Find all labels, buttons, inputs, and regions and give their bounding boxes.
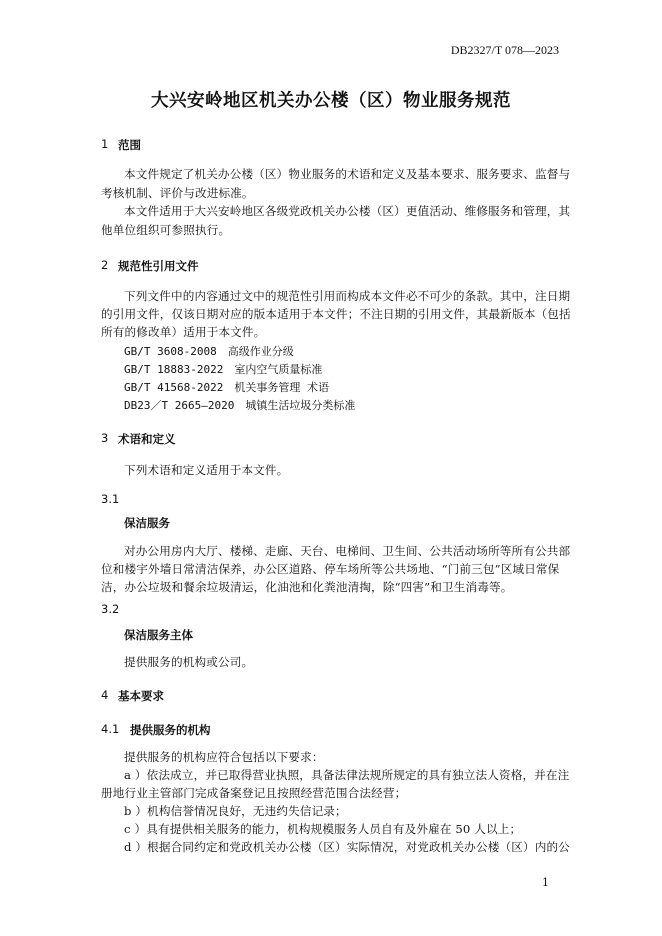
section-3-intro: 下列术语和定义适用于本文件。 [124, 463, 289, 477]
term-3-2-definition: 提供服务的机构或公司。 [124, 655, 254, 669]
subsection-4-1-intro: 提供服务的机构应符合包括以下要求： [124, 750, 324, 764]
list-item-c: c ）具有提供相关服务的能力，机构规模服务人员自有及外雇在 50 人以上； [124, 822, 522, 836]
section-2-title: 规范性引用文件 [118, 259, 199, 273]
section-1-para-1-line-1: 本文件规定了机关办公楼（区）物业服务的术语和定义及基本要求、服务要求、监督与 [124, 167, 571, 181]
section-1-para-2-line-1: 本文件适用于大兴安岭地区各级党政机关办公楼（区）更值活动、维修服务和管理，其 [124, 204, 571, 218]
term-3-2-number: 3.2 [101, 602, 120, 616]
list-item-a-line-2: 册地行业主管部门完成备案登记且按照经营范围合法经营； [101, 786, 407, 800]
term-3-1-name: 保洁服务 [124, 516, 170, 530]
section-1-title: 范围 [118, 138, 141, 152]
list-item-b: b ）机构信誉情况良好，无违约失信记录； [124, 804, 347, 818]
section-3-title: 术语和定义 [118, 432, 176, 446]
section-4-title: 基本要求 [118, 689, 164, 703]
page-number: 1 [542, 876, 549, 889]
section-2-number: 2 [101, 258, 109, 272]
list-item-a-line-1: a ）依法成立，并已取得营业执照，具备法律法规所规定的具有独立法人资格，并在注 [124, 768, 570, 782]
subsection-4-1-number: 4.1 [101, 722, 120, 736]
section-3-number: 3 [101, 431, 109, 445]
section-1-number: 1 [101, 137, 109, 151]
term-3-2-name: 保洁服务主体 [124, 628, 193, 642]
document-title: 大兴安岭地区机关办公楼（区）物业服务规范 [151, 91, 511, 111]
reference-item: GB/T 3608-2008 高级作业分级 [124, 345, 294, 358]
section-1-para-1-line-2: 考核机制、评价与改进标准。 [101, 186, 254, 200]
term-3-1-definition-line-2: 位和楼宇外墙日常清洁保养，办公区道路、停车场所等公共场地、“门前三包”区域日常保 [101, 562, 560, 576]
document-code: DB2327/T 078—2023 [450, 43, 559, 57]
reference-item: DB23／T 2665—2020 城镇生活垃圾分类标准 [124, 399, 356, 412]
section-4-number: 4 [101, 688, 109, 702]
section-2-para-line-1: 下列文件中的内容通过文中的规范性引用而构成本文件必不可少的条款。其中，注日期 [124, 289, 571, 303]
section-2-para-line-3: 所有的修改单）适用于本文件。 [101, 325, 266, 339]
subsection-4-1-title: 提供服务的机构 [130, 723, 211, 737]
list-item-d: d ）根据合同约定和党政机关办公楼（区）实际情况，对党政机关办公楼（区）内的公 [124, 840, 570, 854]
section-2-para-line-2: 的引用文件，仅该日期对应的版本适用于本文件；不注日期的引用文件，其最新版本（包括 [101, 307, 571, 321]
term-3-1-definition-line-3: 洁，办公垃圾和餐余垃圾清运，化油池和化粪池清掏，除“四害”和卫生消毒等。 [101, 580, 513, 594]
reference-item: GB/T 18883-2022 室内空气质量标准 [124, 363, 323, 376]
section-1-para-2-line-2: 他单位组织可参照执行。 [101, 223, 231, 237]
term-3-1-definition-line-1: 对办公用房内大厅、楼梯、走廊、天台、电梯间、卫生间、公共活动场所等所有公共部 [124, 544, 571, 558]
reference-item: GB/T 41568-2022 机关事务管理 术语 [124, 381, 329, 394]
term-3-1-number: 3.1 [101, 492, 120, 506]
